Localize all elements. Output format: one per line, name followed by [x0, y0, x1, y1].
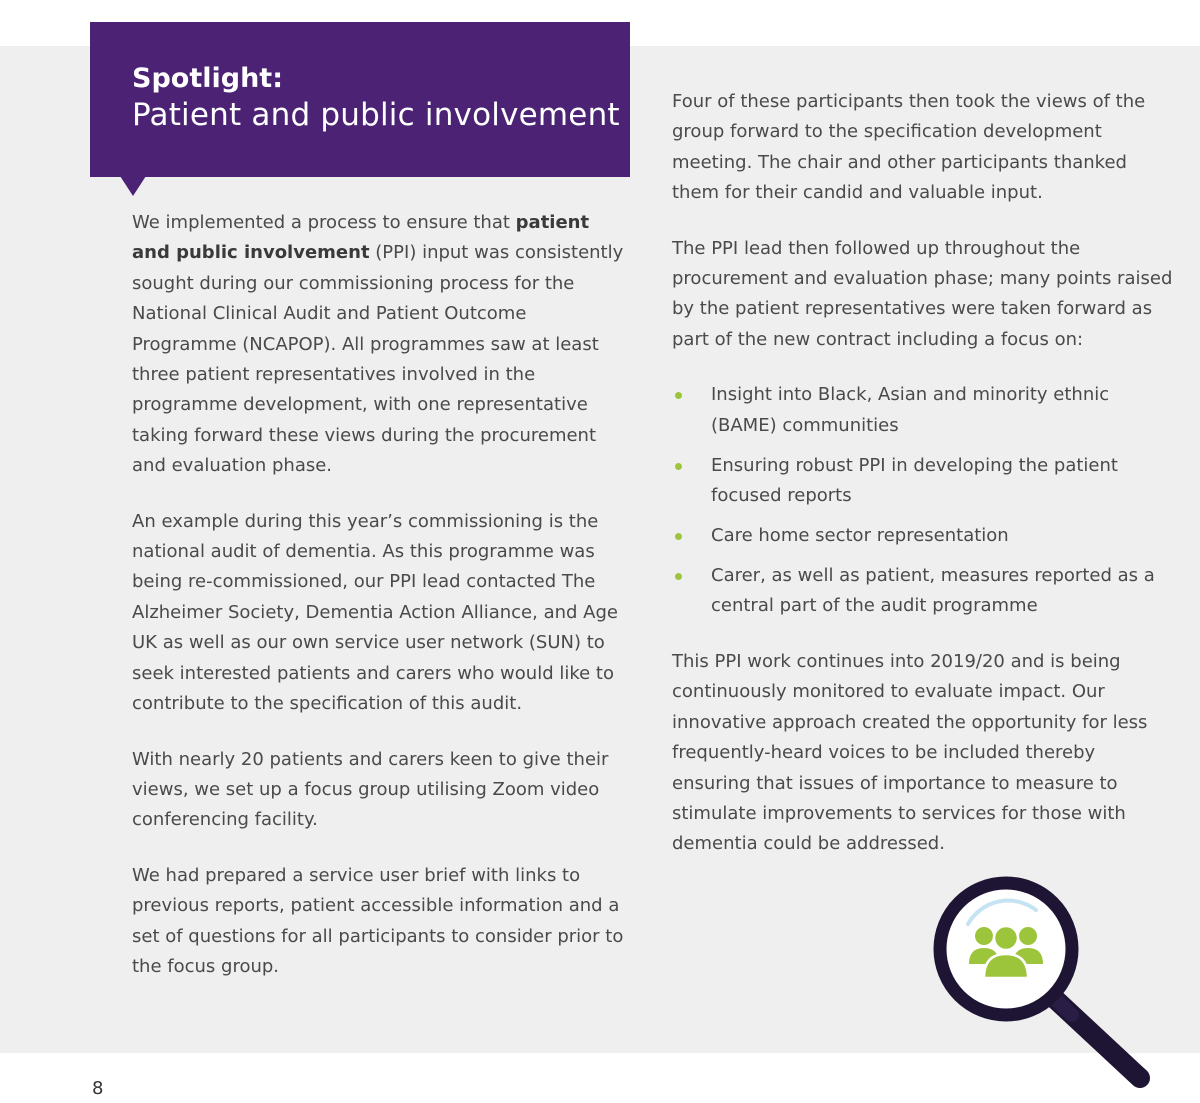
list-item: Ensuring robust PPI in developing the patient focused reports	[672, 451, 1177, 512]
right-paragraph-2: The PPI lead then followed up throughout the procurement and evaluation phase; many points raised by the patient representatives were taken forward as part of the new contract including a focus on:	[672, 237, 1173, 350]
left-column	[132, 208, 632, 1007]
bullet-dot-icon	[675, 573, 682, 580]
spotlight-header	[90, 22, 630, 177]
list-item: Care home sector representation	[672, 521, 1177, 551]
right-paragraph-3: This PPI work continues into 2019/20 and is being continuously monitored to evaluate impact. Our innovative approach created the opportunity for less frequently-heard voices to be included thereby ensuring that issues of importance to measure to stimulate improvements to services for those with dementia could be addressed.	[672, 650, 1148, 855]
right-paragraph-1: Four of these participants then took the views of the group forward to the specification development meeting. The chair and other participants thanked them for their candid and valuable input.	[672, 91, 1146, 204]
right-column	[672, 87, 1177, 885]
left-paragraph-4: We had prepared a service user brief with links to previous reports, patient accessible information and a set of questions for all participants to consider prior to the focus group.	[132, 864, 624, 977]
left-paragraph-3: With nearly 20 patients and carers keen to give their views, we set up a focus group utilising Zoom video conferencing facility.	[132, 748, 609, 831]
bullet-dot-icon	[675, 463, 682, 470]
page-number: 8	[92, 1078, 104, 1099]
list-item: Carer, as well as patient, measures reported as a central part of the audit programme	[672, 561, 1177, 622]
bullet-dot-icon	[675, 533, 682, 540]
left-paragraph-1: We implemented a process to ensure that patient and public involvement (PPI) input was consistently sought during our commissioning process for the National Clinical Audit and Patient Outcome Programme (NCAPOP). All programmes saw at least three patient representatives involved in the programme development, with one representative taking forward these views during the procurement and evaluation phase.	[132, 212, 624, 477]
emphasis-ppi: patient and public involvement	[132, 212, 590, 264]
spotlight-label: Spotlight:	[132, 63, 283, 94]
magnifying-glass-people-icon	[926, 876, 1156, 1096]
focus-bullet-list	[672, 380, 1177, 622]
spotlight-pointer	[120, 176, 146, 196]
bullet-dot-icon	[675, 392, 682, 399]
left-paragraph-2: An example during this year’s commissioning is the national audit of dementia. As this programme was being re-commissioned, our PPI lead contacted The Alzheimer Society, Dementia Action Alliance, and Age UK as well as our own service user network (SUN) to seek interested patients and carers who would like to contribute to the specification of this audit.	[132, 510, 618, 715]
list-item: Insight into Black, Asian and minority ethnic (BAME) communities	[672, 380, 1177, 441]
spotlight-title: Patient and public involvement	[132, 97, 620, 133]
